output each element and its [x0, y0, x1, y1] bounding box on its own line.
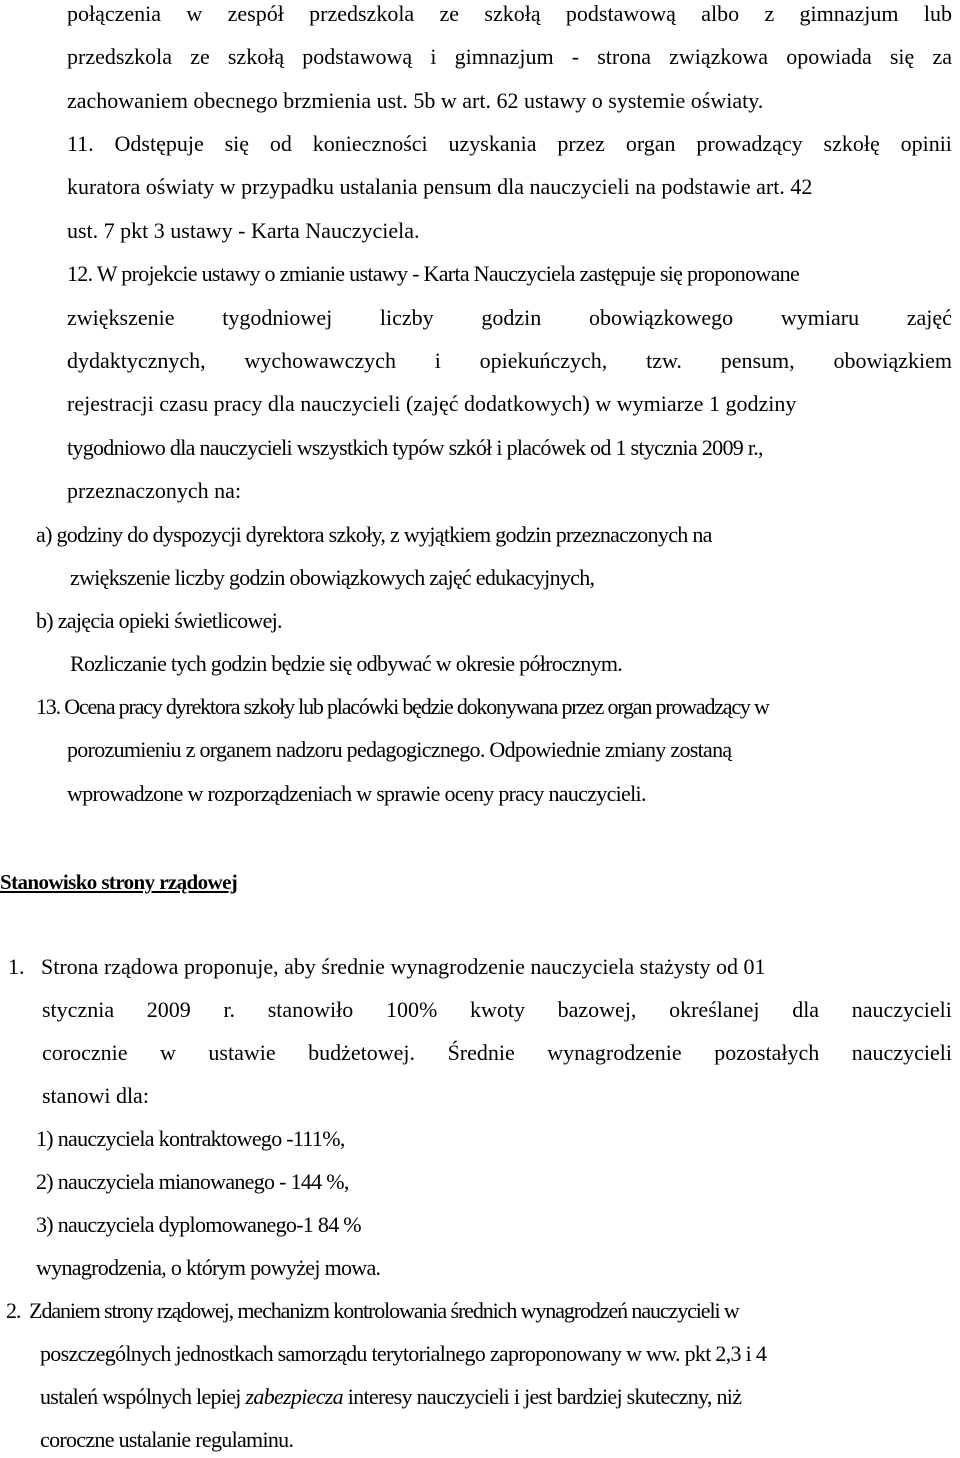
text-line: 1. Strona rządowa proponuje, aby średnie wynagrodzenie nauczyciela stażysty od 01	[8, 954, 766, 979]
text-line: porozumieniu z organem nadzoru pedagogicznego. Odpowiednie zmiany zostaną	[67, 737, 732, 762]
italic-word: zabezpiecza	[245, 1384, 343, 1409]
text-line: zwiększenie liczby godzin obowiązkowych zajęć edukacyjnych,	[70, 565, 595, 590]
list-item: 1) nauczyciela kontraktowego -111%,	[36, 1126, 345, 1151]
text-line: zachowaniem obecnego brzmienia ust. 5b w art. 62 ustawy o systemie oświaty.	[67, 88, 764, 113]
text-line: 2. Zdaniem strony rządowej, mechanizm kontrolowania średnich wynagrodzeń nauczycieli w	[6, 1298, 739, 1323]
section-heading: Stanowisko strony rządowej	[0, 870, 238, 894]
text-line: stanowi dla:	[42, 1083, 149, 1108]
text-line: dydaktycznych, wychowawczych i opiekuńczych, tzw. pensum, obowiązkiem	[67, 348, 952, 373]
text-line: 11. Odstępuje się od konieczności uzyskania przez organ prowadzący szkołę opinii	[67, 131, 952, 156]
list-item: 2) nauczyciela mianowanego - 144 %,	[36, 1169, 349, 1194]
text-segment: interesy nauczycieli i jest bardziej skuteczny, niż	[347, 1384, 742, 1409]
text-line: ust. 7 pkt 3 ustawy - Karta Nauczyciela.	[67, 218, 420, 243]
text-line: kuratora oświaty w przypadku ustalania pensum dla nauczycieli na podstawie art. 42	[67, 174, 813, 199]
text-line: tygodniowo dla nauczycieli wszystkich typów szkół i placówek od 1 stycznia 2009 r.,	[67, 435, 763, 460]
text-segment: ustaleń wspólnych lepiej	[40, 1384, 241, 1409]
text-line: zwiększenie tygodniowej liczby godzin obowiązkowego wymiaru zajęć	[67, 305, 952, 330]
text-line: połączenia w zespół przedszkola ze szkołą podstawową albo z gimnazjum lub	[67, 1, 952, 26]
text-line: 13. Ocena pracy dyrektora szkoły lub placówki będzie dokonywana przez organ prowadzący w	[36, 694, 769, 719]
text-line: Rozliczanie tych godzin będzie się odbywać w okresie półrocznym.	[70, 651, 623, 676]
text-line: stycznia 2009 r. stanowiło 100% kwoty bazowej, określanej dla nauczycieli	[42, 997, 952, 1022]
text-line: przeznaczonych na:	[67, 478, 242, 503]
text-line: 12. W projekcie ustawy o zmianie ustawy - Karta Nauczyciela zastępuje się proponowane	[67, 261, 800, 286]
text-line: corocznie w ustawie budżetowej. Średnie wynagrodzenie pozostałych nauczycieli	[42, 1040, 952, 1065]
text-line: b) zajęcia opieki świetlicowej.	[36, 608, 282, 633]
text-line: wynagrodzenia, o którym powyżej mowa.	[36, 1255, 381, 1280]
text-line: rejestracji czasu pracy dla nauczycieli (zajęć dodatkowych) w wymiarze 1 godziny	[67, 391, 797, 416]
text-line: a) godziny do dyspozycji dyrektora szkoły, z wyjątkiem godzin przeznaczonych na	[36, 522, 712, 547]
text-line: przedszkola ze szkołą podstawową i gimnazjum - strona związkowa opowiada się za	[67, 44, 952, 69]
list-item: 3) nauczyciela dyplomowanego-1 84 %	[36, 1212, 361, 1237]
text-line: coroczne ustalanie regulaminu.	[40, 1427, 294, 1452]
text-line: wprowadzone w rozporządzeniach w sprawie oceny pracy nauczycieli.	[67, 781, 646, 806]
text-line: poszczególnych jednostkach samorządu terytorialnego zaproponowany w ww. pkt 2,3 i 4	[40, 1341, 767, 1366]
text-line	[40, 1384, 741, 1410]
